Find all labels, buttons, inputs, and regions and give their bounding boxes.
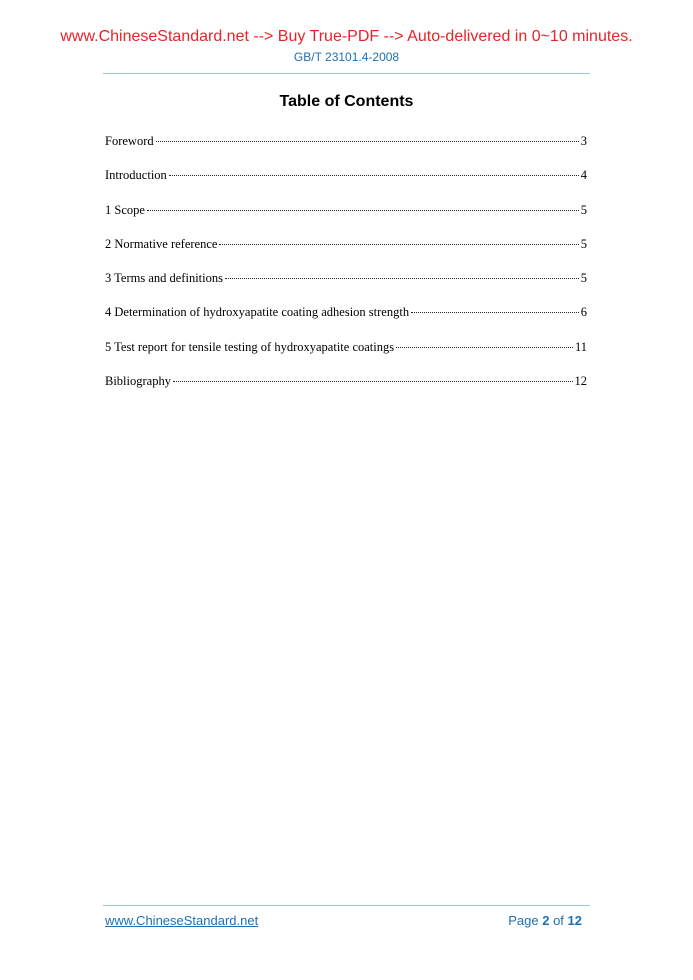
current-page-number: 2 [542,913,550,928]
toc-entry-normative-reference[interactable] [105,234,587,268]
toc-entry-label: 2 Normative reference [105,236,218,251]
toc-entry-page: 12 [574,374,587,389]
toc-entry-terms-definitions[interactable] [105,268,587,302]
toc-list [105,131,587,405]
toc-dot-leader [219,244,578,245]
toc-entry-page: 4 [580,168,587,183]
toc-entry-label: Bibliography [105,374,171,389]
page-indicator [508,913,582,929]
toc-entry-adhesion-strength[interactable] [105,302,587,336]
toc-entry-page: 5 [580,271,587,286]
toc-entry-label: 3 Terms and definitions [105,271,223,286]
footer-website-link[interactable]: www.ChineseStandard.net [105,913,259,928]
toc-entry-page: 3 [580,134,587,148]
toc-entry-label: 1 Scope [105,202,145,217]
page-separator: of [549,913,568,928]
toc-entry-bibliography[interactable] [105,371,587,405]
toc-entry-label: Foreword [105,134,154,148]
toc-entry-label: Introduction [105,168,167,183]
toc-dot-leader [156,141,579,142]
toc-dot-leader [396,347,573,348]
toc-dot-leader [147,210,579,211]
promo-banner[interactable]: www.ChineseStandard.net --> Buy True-PDF --> Auto-delivered in 0~10 minutes. [60,28,633,45]
toc-entry-label: 5 Test report for tensile testing of hydroxyapatite coatings [105,339,395,354]
total-pages-number: 12 [567,913,582,928]
toc-dot-leader [225,278,579,279]
footer-divider [103,905,590,906]
toc-dot-leader [411,312,579,313]
toc-entry-scope[interactable] [105,200,587,234]
toc-entry-label: 4 Determination of hydroxyapatite coating adhesion strength [105,305,410,320]
page-prefix: Page [508,913,543,928]
toc-dot-leader [169,175,579,176]
toc-title: Table of Contents [279,93,414,110]
toc-entry-test-report[interactable] [105,337,587,371]
toc-entry-page: 5 [580,202,587,217]
toc-entry-page: 11 [574,339,587,354]
toc-dot-leader [173,381,573,382]
toc-entry-foreword[interactable] [105,131,587,165]
toc-entry-page: 6 [580,305,587,320]
toc-entry-introduction[interactable] [105,165,587,199]
toc-entry-page: 5 [580,236,587,251]
standard-code: GB/T 23101.4-2008 [293,50,400,64]
header-divider [103,73,590,74]
